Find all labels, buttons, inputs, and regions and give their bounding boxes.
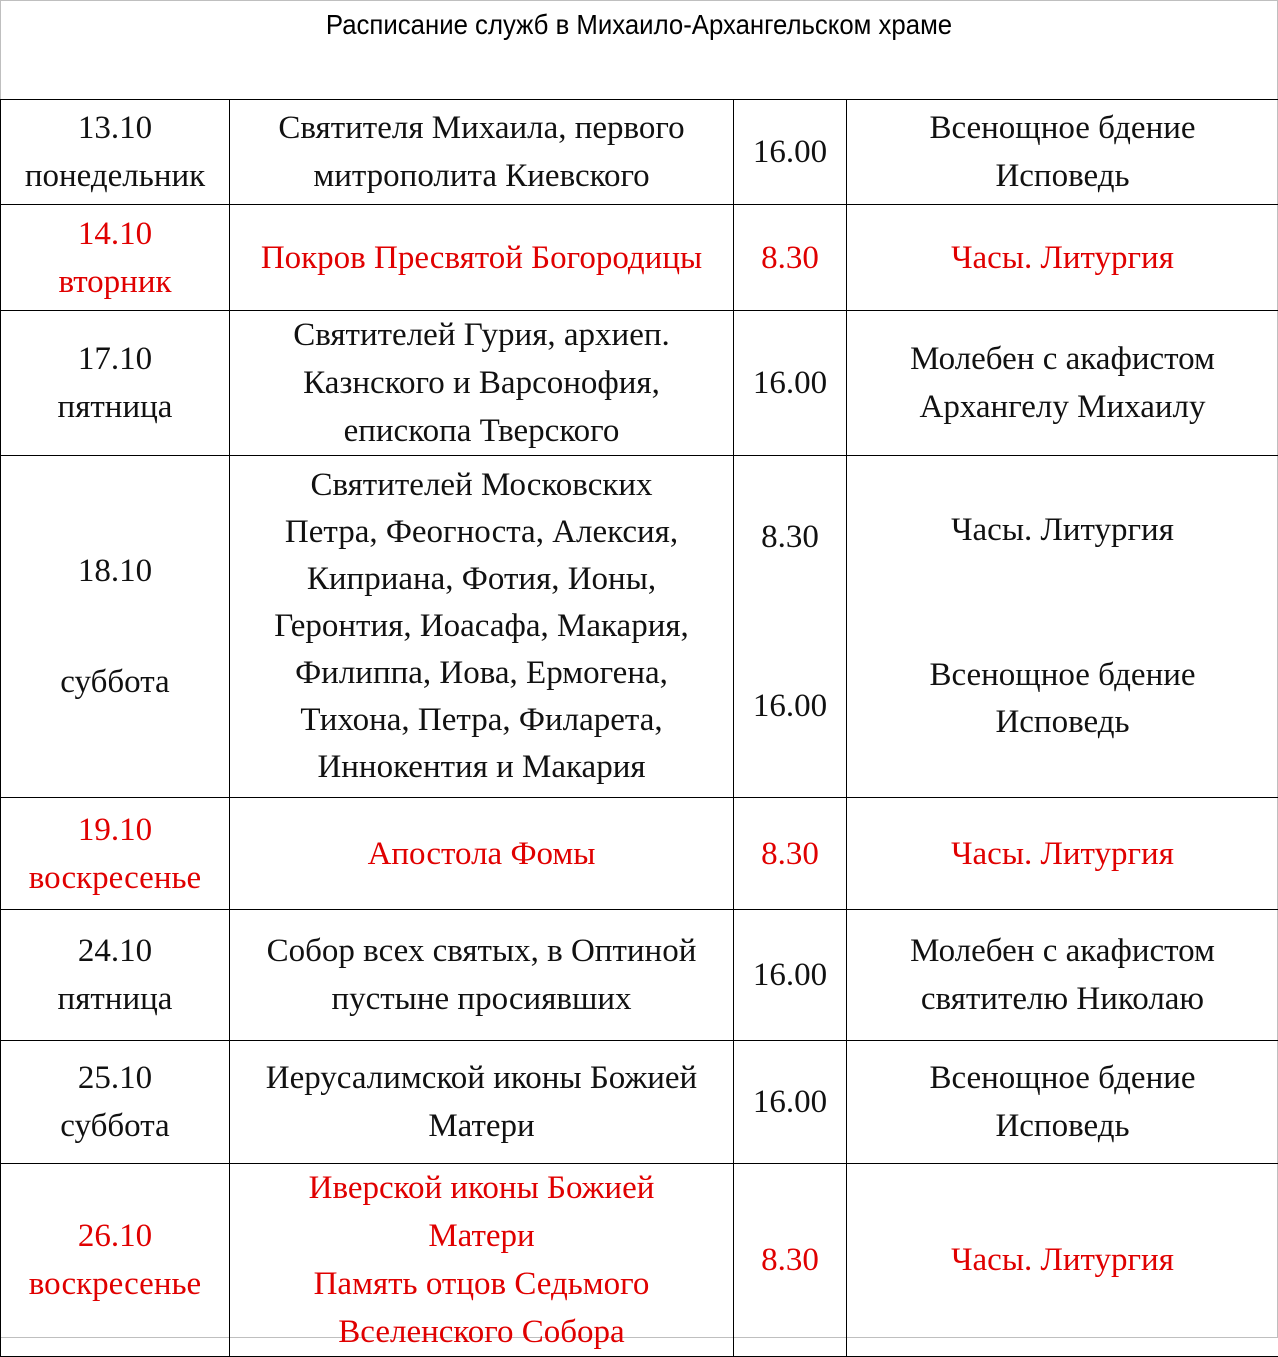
date-text: 19.10 bbox=[3, 806, 227, 854]
feast-line: Иверской иконы Божией bbox=[232, 1164, 731, 1212]
date-cell bbox=[1, 311, 230, 456]
service-line: святителю Николаю bbox=[849, 975, 1276, 1023]
time-text: 16.00 bbox=[736, 951, 844, 999]
weekday-text: воскресенье bbox=[3, 1260, 227, 1308]
feast-cell bbox=[230, 311, 734, 456]
time-text: 8.30 bbox=[736, 830, 844, 878]
service-line: Молебен с акафистом bbox=[849, 927, 1276, 975]
table-row bbox=[1, 1164, 1278, 1357]
feast-line: Собор всех святых, в Оптиной bbox=[232, 927, 731, 975]
service-cell bbox=[847, 1164, 1278, 1357]
feast-cell bbox=[230, 205, 734, 311]
feast-line: епископа Тверского bbox=[232, 407, 731, 455]
service-cell bbox=[847, 910, 1278, 1041]
date-cell bbox=[1, 100, 230, 205]
service-line: Всенощное бдение bbox=[849, 104, 1276, 152]
service-line: Всенощное бдение bbox=[849, 652, 1276, 699]
time-text: 16.00 bbox=[736, 359, 844, 407]
service-cell bbox=[847, 311, 1278, 456]
service-line: Часы. Литургия bbox=[849, 830, 1276, 878]
feast-cell bbox=[230, 910, 734, 1041]
feast-line: Иерусалимской иконы Божией bbox=[232, 1054, 731, 1102]
feast-line: Святителей Московских bbox=[232, 462, 731, 509]
service-cell bbox=[847, 1041, 1278, 1164]
feast-line: Филиппа, Иова, Ермогена, bbox=[232, 650, 731, 697]
date-text: 14.10 bbox=[3, 210, 227, 258]
service-line: Часы. Литургия bbox=[849, 1236, 1276, 1284]
time-text: 16.00 bbox=[736, 683, 844, 730]
service-line: Исповедь bbox=[849, 152, 1276, 200]
service-cell bbox=[847, 456, 1278, 798]
table-row bbox=[1, 311, 1278, 456]
service-cell bbox=[847, 205, 1278, 311]
feast-line: Тихона, Петра, Филарета, bbox=[232, 697, 731, 744]
table-row bbox=[1, 100, 1278, 205]
date-text: 26.10 bbox=[3, 1212, 227, 1260]
date-cell bbox=[1, 205, 230, 311]
time-text: 8.30 bbox=[736, 514, 844, 561]
feast-cell bbox=[230, 100, 734, 205]
feast-cell bbox=[230, 798, 734, 910]
table-row bbox=[1, 910, 1278, 1041]
time-text: 16.00 bbox=[736, 1078, 844, 1126]
feast-line: Святителя Михаила, первого bbox=[232, 104, 731, 152]
feast-line: Киприана, Фотия, Ионы, bbox=[232, 556, 731, 603]
feast-cell bbox=[230, 1041, 734, 1164]
date-cell bbox=[1, 1041, 230, 1164]
weekday-text: пятница bbox=[3, 383, 227, 431]
date-text: 25.10 bbox=[3, 1054, 227, 1102]
feast-line: пустыне просиявших bbox=[232, 975, 731, 1023]
feast-line: Петра, Феогноста, Алексия, bbox=[232, 509, 731, 556]
service-line: Часы. Литургия bbox=[849, 234, 1276, 282]
schedule-body bbox=[1, 100, 1278, 1357]
date-cell bbox=[1, 798, 230, 910]
time-cell bbox=[734, 456, 847, 798]
date-text: 13.10 bbox=[3, 104, 227, 152]
table-row bbox=[1, 1041, 1278, 1164]
time-cell bbox=[734, 311, 847, 456]
date-text: 17.10 bbox=[3, 335, 227, 383]
time-cell bbox=[734, 205, 847, 311]
feast-cell bbox=[230, 456, 734, 798]
time-text: 8.30 bbox=[736, 234, 844, 282]
feast-line: Память отцов Седьмого bbox=[232, 1260, 731, 1308]
feast-line: Геронтия, Иоасафа, Макария, bbox=[232, 603, 731, 650]
time-text: 8.30 bbox=[736, 1236, 844, 1284]
schedule-table bbox=[0, 99, 1278, 1357]
feast-line: Казнского и Варсонофия, bbox=[232, 359, 731, 407]
table-row bbox=[1, 798, 1278, 910]
service-line: Молебен с акафистом bbox=[849, 335, 1276, 383]
time-cell bbox=[734, 100, 847, 205]
weekday-text: вторник bbox=[3, 258, 227, 306]
weekday-text: суббота bbox=[3, 659, 227, 706]
table-row bbox=[1, 456, 1278, 798]
feast-line: Матери bbox=[232, 1102, 731, 1150]
service-line: Всенощное бдение bbox=[849, 1054, 1276, 1102]
date-text: 24.10 bbox=[3, 927, 227, 975]
date-cell bbox=[1, 910, 230, 1041]
weekday-text: воскресенье bbox=[3, 854, 227, 902]
feast-line: Вселенского Собора bbox=[232, 1308, 731, 1356]
service-cell bbox=[847, 798, 1278, 910]
service-line: Часы. Литургия bbox=[849, 507, 1276, 554]
date-cell bbox=[1, 1164, 230, 1357]
service-line: Исповедь bbox=[849, 699, 1276, 746]
time-cell bbox=[734, 1041, 847, 1164]
feast-line: Покров Пресвятой Богородицы bbox=[232, 234, 731, 282]
time-cell bbox=[734, 910, 847, 1041]
date-text: 18.10 bbox=[3, 548, 227, 595]
feast-line: Матери bbox=[232, 1212, 731, 1260]
table-row bbox=[1, 205, 1278, 311]
page-title: Расписание служб в Михаило-Архангельском храме bbox=[51, 0, 1227, 98]
time-text: 16.00 bbox=[736, 128, 844, 176]
weekday-text: понедельник bbox=[3, 152, 227, 200]
weekday-text: суббота bbox=[3, 1102, 227, 1150]
service-line: Архангелу Михаилу bbox=[849, 383, 1276, 431]
feast-line: Апостола Фомы bbox=[232, 830, 731, 878]
service-cell bbox=[847, 100, 1278, 205]
feast-line: Иннокентия и Макария bbox=[232, 744, 731, 791]
weekday-text: пятница bbox=[3, 975, 227, 1023]
feast-line: митрополита Киевского bbox=[232, 152, 731, 200]
time-cell bbox=[734, 1164, 847, 1357]
feast-cell bbox=[230, 1164, 734, 1357]
service-line: Исповедь bbox=[849, 1102, 1276, 1150]
date-cell bbox=[1, 456, 230, 798]
time-cell bbox=[734, 798, 847, 910]
feast-line: Святителей Гурия, архиеп. bbox=[232, 311, 731, 359]
